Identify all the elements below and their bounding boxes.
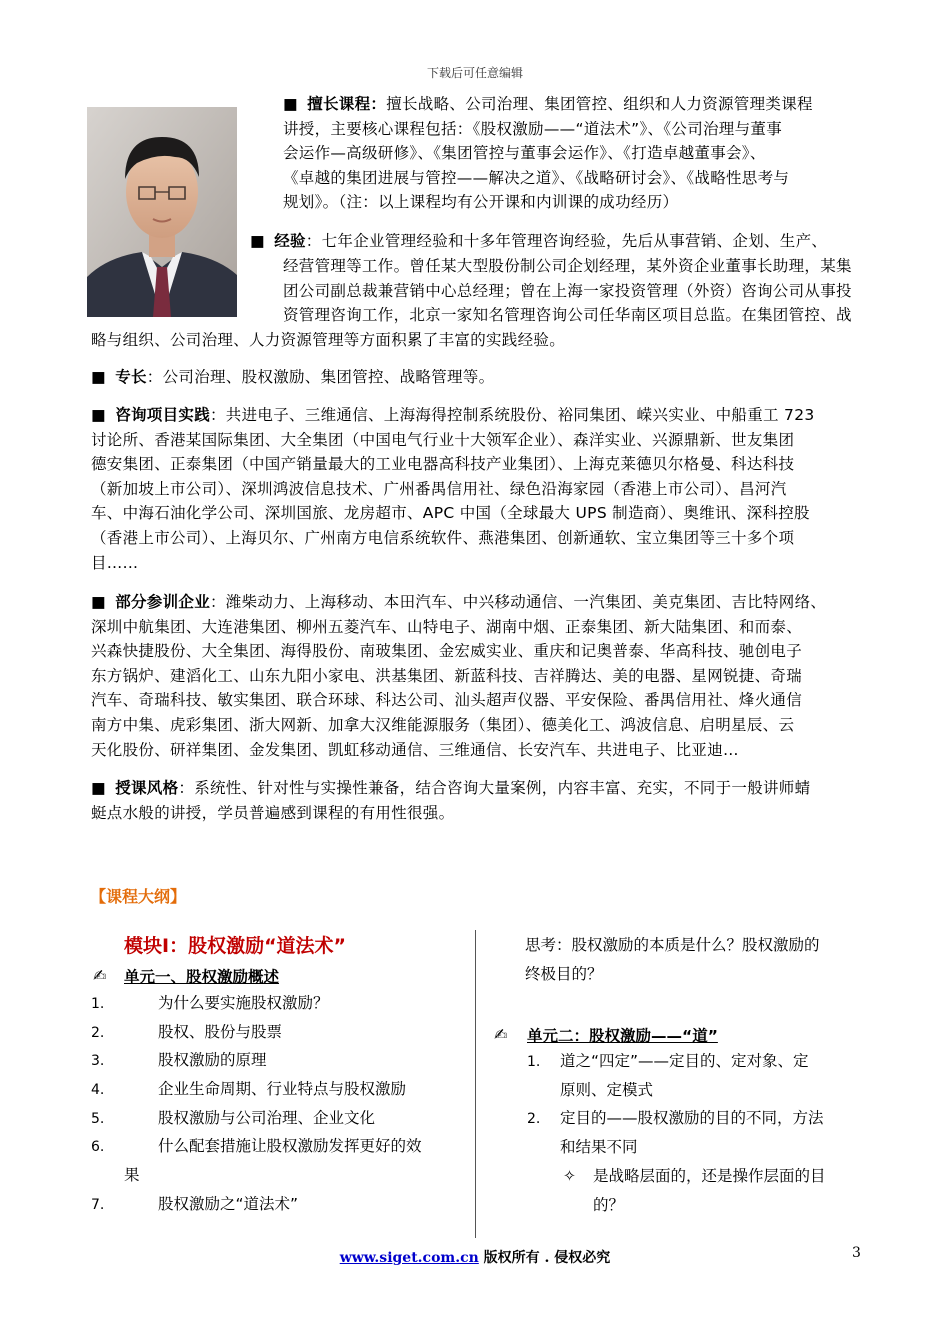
item-number: 1. xyxy=(527,1054,541,1070)
text-line: 《卓越的集团进展与管控——解决之道》、《战略研讨会》、《战略性思考与 xyxy=(283,168,790,187)
text-line: 规划》。（注：以上课程均有公开课和内训课的成功经历） xyxy=(283,193,679,212)
diamond-bullet-icon: ✧ xyxy=(563,1167,576,1185)
text-line: 资管理咨询工作，北京一家知名管理咨询公司任华南区项目总监。在集团管控、战 xyxy=(283,306,852,325)
item-number: 2. xyxy=(91,1025,105,1041)
text-line: 目…... xyxy=(91,553,139,572)
text-line: ：潍柴动力、上海移动、本田汽车、中兴移动通信、一汽集团、美克集团、吉比特网络、 xyxy=(210,593,827,611)
reflection-line: 思考：股权激励的本质是什么？股权激励的 xyxy=(525,936,820,954)
text-line: 东方锅炉、建滔化工、山东九阳小家电、洪基集团、新蓝科技、吉祥腾达、美的电器、星网锐捷、奇瑞 xyxy=(91,666,803,685)
unit1-item: 为什么要实施股权激励？ xyxy=(158,994,329,1012)
experience-paragraph xyxy=(250,229,827,254)
experience-continued xyxy=(283,254,852,328)
item-number: 2. xyxy=(527,1111,541,1127)
unit1-item: 股权激励之“道法术” xyxy=(158,1195,299,1213)
sub-bullet-line: 是战略层面的，还是操作层面的目 xyxy=(593,1167,826,1185)
teaching-style-label: 授课风格 xyxy=(115,779,179,797)
text-line: 讨论所、香港某国际集团、大全集团（中国电气行业十大领军企业）、森洋实业、兴源鼎新、世友集团 xyxy=(91,430,795,449)
text-line: ：系统性、针对性与实操性兼备，结合咨询大量案例，内容丰富、充实，不同于一般讲师蜻 xyxy=(178,779,811,797)
item-number: 1. xyxy=(91,996,105,1012)
text-line: 汽车、奇瑞科技、敏实集团、联合环球、科达公司、汕头超声仪器、平安保险、番禺信用社、烽火通信 xyxy=(91,691,803,710)
sub-bullet-line: 的？ xyxy=(593,1196,625,1214)
instructor-photo xyxy=(87,107,237,317)
specialty-courses-label: 擅长课程： xyxy=(307,95,387,113)
expertise-paragraph xyxy=(91,365,494,390)
text-line: 团公司副总裁兼营销中心总经理；曾在上海一家投资管理（外资）咨询公司从事投 xyxy=(283,281,852,300)
text-line: 经营管理等工作。曾任某大型股份制公司企划经理，某外资企业董事长助理，某集 xyxy=(283,257,852,275)
module-title: 模块Ⅰ：股权激励“道法术” xyxy=(124,935,347,957)
text-line: 擅长战略、公司治理、集团管控、组织和人力资源管理类课程 xyxy=(386,95,813,113)
page-number: 3 xyxy=(852,1245,861,1261)
bullet-icon: ■ xyxy=(91,406,106,424)
text-line: （香港上市公司）、上海贝尔、广州南方电信系统软件、燕港集团、创新通软、宝立集团等三十多个项 xyxy=(91,528,795,547)
reflection-line: 终极目的？ xyxy=(525,965,603,983)
unit1-item: 企业生命周期、行业特点与股权激励 xyxy=(158,1080,407,1098)
text-line: （新加坡上市公司）、深圳鸿波信息技术、广州番禺信用社、绿色沿海家园（香港上市公司）、昌河汽 xyxy=(91,479,787,498)
unit1-item: 股权激励与公司治理、企业文化 xyxy=(158,1109,376,1127)
text-line: 车、中海石油化学公司、深圳国旅、龙房超市、APC 中国（全球最大 UPS 制造商）、奥维讯、深科控股 xyxy=(91,504,810,523)
text-line: 天化股份、研祥集团、金发集团、凯虹移动通信、三维通信、长安汽车、共进电子、比亚迪… xyxy=(91,740,739,759)
column-divider xyxy=(475,930,476,1238)
unit1-title: 单元一、股权激励概述 xyxy=(124,968,280,986)
unit2-title: 单元二：股权激励——“道” xyxy=(527,1027,718,1045)
pen-icon: ✍ xyxy=(93,966,107,985)
header-note: 下载后可任意编辑 xyxy=(426,66,523,80)
footer xyxy=(0,1247,950,1267)
text-line: ：共进电子、三维通信、上海海得控制系统股份、裕同集团、嵘兴实业、中船重工 723 xyxy=(210,406,815,424)
unit2-item-line: 定目的——股权激励的目的不同，方法 xyxy=(560,1109,824,1127)
bullet-icon: ■ xyxy=(283,95,298,113)
text-line: 会运作—高级研修》、《集团管控与董事会运作》、《打造卓越董事会》、 xyxy=(283,144,766,163)
unit2-item-line: 道之“四定”——定目的、定对象、定 xyxy=(560,1052,809,1070)
unit2-item-line: 和结果不同 xyxy=(560,1138,638,1156)
unit1-item: 什么配套措施让股权激励发挥更好的效 xyxy=(158,1137,422,1155)
text-line: 深圳中航集团、大连港集团、柳州五菱汽车、山特电子、湖南中烟、正泰集团、新大陆集团、和而泰、 xyxy=(91,617,803,636)
text-line: 德安集团、正泰集团（中国产销量最大的工业电器高科技产业集团）、上海克莱德贝尔格曼、科达科技 xyxy=(91,455,795,474)
bullet-icon: ■ xyxy=(91,779,106,797)
item-number: 5. xyxy=(91,1111,105,1127)
bullet-icon: ■ xyxy=(250,232,265,250)
experience-label: 经验 xyxy=(274,232,306,250)
section-title: 【课程大纲】 xyxy=(90,887,187,906)
bullet-icon: ■ xyxy=(91,368,106,386)
text-line: 兴森快捷股份、大全集团、海得股份、南玻集团、金宏威实业、重庆和记奥普泰、华高科技、驰创电子 xyxy=(91,642,803,661)
copyright-text: 版权所有 . 侵权必究 xyxy=(478,1250,611,1266)
bullet-icon: ■ xyxy=(91,593,106,611)
unit1-item: 股权激励的原理 xyxy=(158,1051,267,1069)
expertise-label: 专长 xyxy=(115,368,147,386)
unit2-item-line: 原则、定模式 xyxy=(560,1081,654,1099)
item-number: 7. xyxy=(91,1197,105,1213)
portrait-image xyxy=(87,107,237,317)
item-number: 3. xyxy=(91,1053,105,1069)
text-line: 南方中集、虎彩集团、浙大网新、加拿大汉维能源服务（集团）、德美化工、鸿波信息、启明星辰、云 xyxy=(91,715,795,734)
website-link[interactable]: www.siget.com.cn xyxy=(339,1250,479,1266)
experience-last-line: 略与组织、公司治理、人力资源管理等方面积累了丰富的实践经验。 xyxy=(91,331,566,349)
text-line: 蜓点水般的讲授，学员普遍感到课程的有用性很强。 xyxy=(91,803,455,822)
clients-paragraph xyxy=(91,590,891,762)
clients-label: 部分参训企业 xyxy=(115,593,210,611)
item-number: 4. xyxy=(91,1082,105,1098)
teaching-style-paragraph xyxy=(91,776,891,825)
text-line: ：七年企业管理经验和十多年管理咨询经验，先后从事营销、企划、生产、 xyxy=(305,232,828,250)
specialty-courses-paragraph xyxy=(283,92,813,215)
unit1-item-continuation: 果 xyxy=(124,1166,140,1184)
item-number: 6. xyxy=(91,1139,105,1155)
text-line: 讲授，主要核心课程包括：《股权激励——“道法术”》、《公司治理与董事 xyxy=(283,119,783,138)
consulting-label: 咨询项目实践 xyxy=(115,406,210,424)
consulting-paragraph xyxy=(91,403,891,575)
expertise-text: ：公司治理、股权激励、集团管控、战略管理等。 xyxy=(146,368,495,386)
unit1-item: 股权、股份与股票 xyxy=(158,1023,283,1041)
pen-icon: ✍ xyxy=(494,1025,508,1044)
